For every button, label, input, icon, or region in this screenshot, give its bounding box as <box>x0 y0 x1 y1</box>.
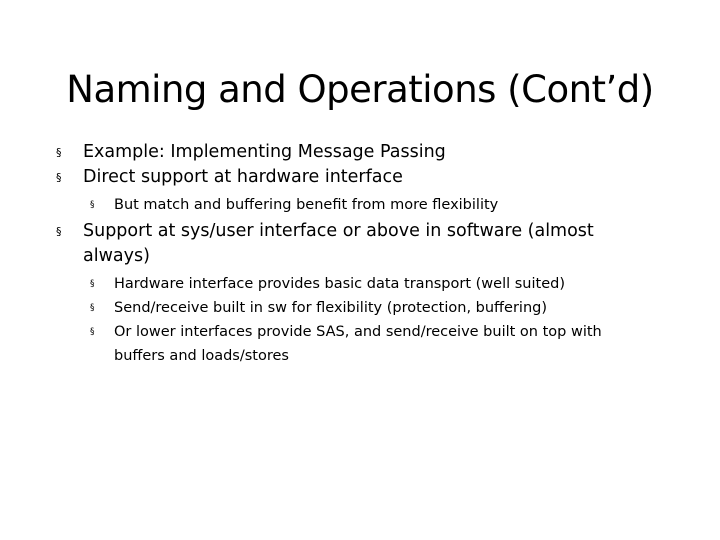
bullet-text: Send/receive built in sw for flexibility (protection, buffering) <box>114 300 548 316</box>
bullet-text: But match and buffering benefit from more flexibility <box>114 197 499 213</box>
sub-bullet-item <box>56 272 696 296</box>
bullet-marker-icon: § <box>56 146 62 159</box>
sub-bullet-item <box>56 296 696 320</box>
bullet-text: Direct support at hardware interface <box>83 167 403 187</box>
bullet-text: Example: Implementing Message Passing <box>83 142 446 162</box>
bullet-text: Hardware interface provides basic data transport (well suited) <box>114 276 565 292</box>
bullet-marker-icon: § <box>56 171 62 184</box>
bullet-item <box>56 219 643 269</box>
sub-bullet-item <box>56 193 696 217</box>
bullet-item <box>56 140 696 165</box>
bullet-marker-icon: § <box>90 303 95 313</box>
sub-bullet-item <box>56 320 654 368</box>
bullet-marker-icon: § <box>90 200 95 210</box>
bullet-text: Or lower interfaces provide SAS, and send/receive built on top with buffers and loads/stores <box>114 324 602 364</box>
bullet-list <box>56 140 696 368</box>
bullet-marker-icon: § <box>56 225 62 238</box>
bullet-marker-icon: § <box>90 327 95 337</box>
slide-title: Naming and Operations (Cont’d) <box>66 68 654 111</box>
bullet-marker-icon: § <box>90 279 95 289</box>
bullet-item <box>56 165 696 190</box>
bullet-text: Support at sys/user interface or above in software (almost always) <box>83 221 594 266</box>
